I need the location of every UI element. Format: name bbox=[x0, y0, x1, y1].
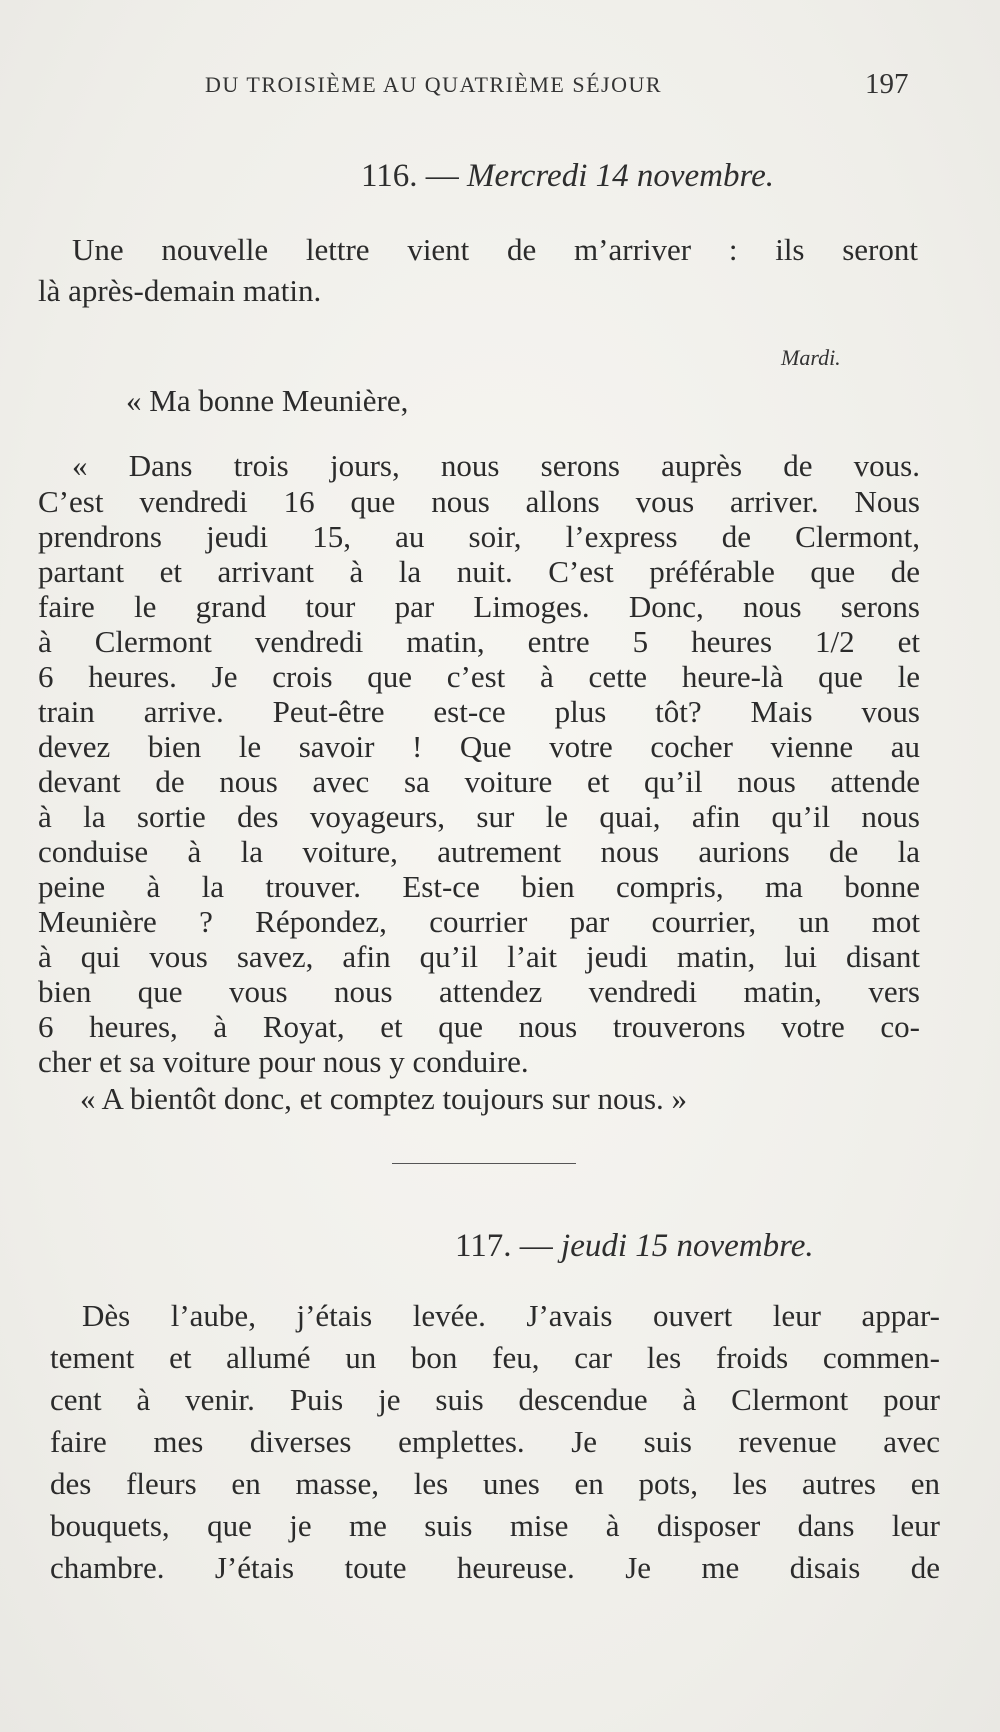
paragraph-line: des fleurs en masse, les unes en pots, les autres en bbox=[50, 1466, 940, 1501]
letter-line: bien que vous nous attendez vendredi matin, vers bbox=[38, 974, 920, 1009]
paragraph-line: Une nouvelle lettre vient de m’arriver : ils seront bbox=[72, 232, 918, 267]
entry-dash: — bbox=[519, 1228, 553, 1264]
letter-line: peine à la trouver. Est-ce bien compris, ma bonne bbox=[38, 869, 920, 904]
paragraph-line: tement et allumé un bon feu, car les froids commen- bbox=[50, 1340, 940, 1375]
letter-line: « Dans trois jours, nous serons auprès de vous. bbox=[72, 448, 920, 483]
entry-date: jeudi 15 novembre. bbox=[561, 1228, 814, 1264]
entry-dash: — bbox=[425, 158, 459, 194]
section-divider bbox=[392, 1163, 576, 1164]
paragraph-line: bouquets, que je me suis mise à disposer dans leur bbox=[50, 1508, 940, 1543]
letter-line: faire le grand tour par Limoges. Donc, nous serons bbox=[38, 589, 920, 624]
letter-closing: « A bientôt donc, et comptez toujours sur nous. » bbox=[80, 1081, 688, 1116]
letter-line: à Clermont vendredi matin, entre 5 heures 1/2 et bbox=[38, 624, 920, 659]
paragraph-line: faire mes diverses emplettes. Je suis revenue avec bbox=[50, 1424, 940, 1459]
paragraph-line: cent à venir. Puis je suis descendue à Clermont pour bbox=[50, 1382, 940, 1417]
letter-line: devez bien le savoir ! Que votre cocher vienne au bbox=[38, 729, 920, 764]
letter-line: cher et sa voiture pour nous y conduire. bbox=[38, 1044, 529, 1079]
entry-116-heading bbox=[361, 158, 774, 195]
letter-line: 6 heures. Je crois que c’est à cette heure-là que le bbox=[38, 659, 920, 694]
letter-line: prendrons jeudi 15, au soir, l’express de Clermont, bbox=[38, 519, 920, 554]
letter-signature: Mardi. bbox=[781, 345, 841, 370]
letter-line: partant et arrivant à la nuit. C’est préférable que de bbox=[38, 554, 920, 589]
entry-number: 117. bbox=[455, 1228, 512, 1264]
letter-line: Meunière ? Répondez, courrier par courrier, un mot bbox=[38, 904, 920, 939]
entry-117-heading bbox=[455, 1228, 814, 1265]
letter-line: C’est vendredi 16 que nous allons vous arriver. Nous bbox=[38, 484, 920, 519]
letter-salutation: « Ma bonne Meunière, bbox=[126, 383, 409, 418]
letter-line: 6 heures, à Royat, et que nous trouverons votre co- bbox=[38, 1009, 920, 1044]
letter-line: devant de nous avec sa voiture et qu’il nous attende bbox=[38, 764, 920, 799]
paragraph-line: là après-demain matin. bbox=[38, 273, 322, 308]
letter-line: à la sortie des voyageurs, sur le quai, afin qu’il nous bbox=[38, 799, 920, 834]
running-head: DU TROISIÈME AU QUATRIÈME SÉJOUR bbox=[205, 72, 663, 97]
entry-number: 116. bbox=[361, 158, 418, 194]
entry-date: Mercredi 14 novembre. bbox=[467, 158, 775, 194]
letter-line: à qui vous savez, afin qu’il l’ait jeudi matin, lui disant bbox=[38, 939, 920, 974]
paragraph-line: chambre. J’étais toute heureuse. Je me disais de bbox=[50, 1550, 940, 1585]
letter-line: train arrive. Peut-être est-ce plus tôt? Mais vous bbox=[38, 694, 920, 729]
paragraph-line: Dès l’aube, j’étais levée. J’avais ouvert leur appar- bbox=[82, 1298, 940, 1333]
letter-line: conduise à la voiture, autrement nous aurions de la bbox=[38, 834, 920, 869]
page-number: 197 bbox=[865, 68, 909, 100]
